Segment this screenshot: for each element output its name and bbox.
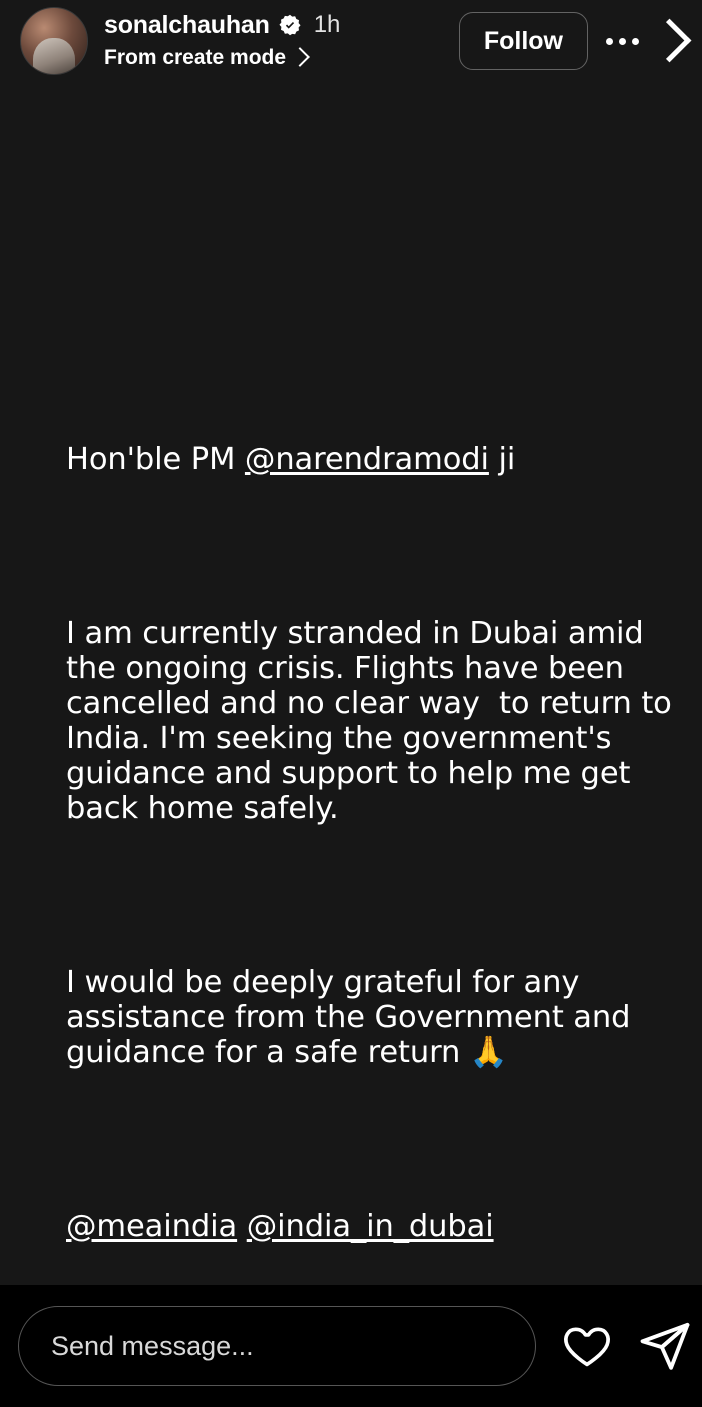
story-source-row[interactable] — [104, 46, 459, 70]
story-source-label: From create mode — [104, 45, 287, 69]
send-message-input[interactable] — [18, 1306, 536, 1386]
greeting-prefix: Hon'ble PM — [66, 442, 245, 477]
avatar[interactable] — [20, 7, 88, 75]
story-mentions-line — [66, 1209, 690, 1244]
greeting-suffix: ji — [488, 442, 516, 477]
verified-badge-icon — [279, 14, 301, 36]
author-block — [104, 10, 459, 70]
more-options-icon[interactable] — [594, 13, 650, 69]
mention-narendramodi[interactable]: @narendramodi — [244, 442, 489, 477]
story-timestamp: 1h — [313, 11, 341, 38]
username[interactable]: sonalchauhan — [104, 10, 270, 39]
author-name-row — [104, 10, 459, 39]
story-paragraph-1: I am currently stranded in Dubai amid the ongoing crisis. Flights have been cancelled and no clear way to return to India. I'm seeking the government's guidance and support to help me get back home safely. — [66, 616, 682, 826]
mention-meaindia[interactable]: @meaindia — [66, 1209, 238, 1244]
story-footer — [0, 1285, 702, 1407]
next-story-arrow-icon[interactable] — [652, 13, 692, 69]
heart-icon[interactable] — [550, 1309, 624, 1383]
story-text-block — [66, 372, 690, 1314]
story-paragraph-2: I would be deeply grateful for any assistance from the Government and guidance for a safe return 🙏 — [66, 965, 640, 1070]
story-header — [0, 0, 702, 82]
share-paper-plane-icon[interactable] — [628, 1309, 702, 1383]
follow-button[interactable]: Follow — [459, 12, 588, 70]
story-paragraph-greeting — [66, 442, 690, 477]
mention-india-in-dubai[interactable]: @india_in_dubai — [246, 1209, 494, 1244]
chevron-right-icon — [290, 47, 310, 67]
